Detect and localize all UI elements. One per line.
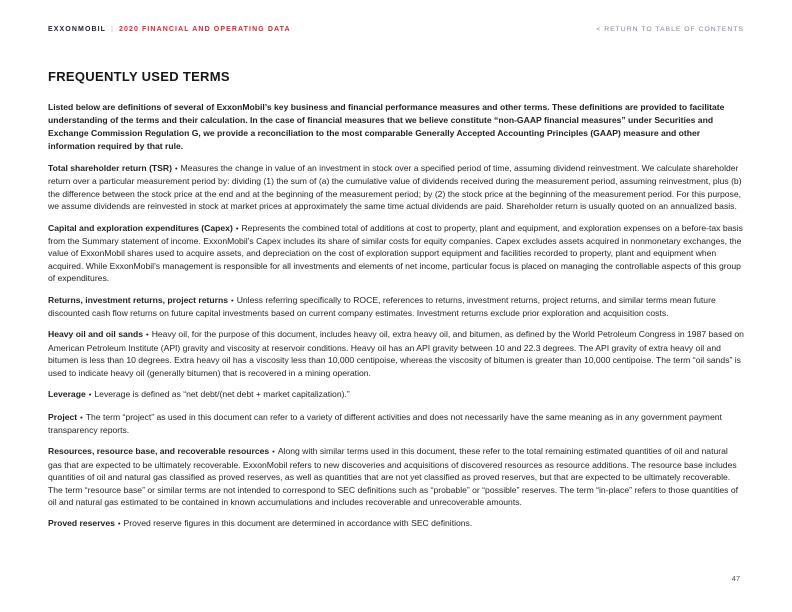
term-definition-returns bbox=[48, 294, 744, 320]
term-definition-text: Along with similar terms used in this document, these refer to the total remaining estimated quantities of oil and natural gas that are expected to be ultimately recoverable. ExxonMobil refers to new discoveries and acquisitions of discovered resources as resource additions. The resource base includes quantities of oil and natural gas classified as proved reserves, as well as quantities that are not yet classified as proved reserves, but that are expected to be ultimately recoverable. The term “resource base” or similar terms are not intended to correspond to SEC definitions such as “probable” or “possible” reserves. The term “in-place” refers to those quantities of oil and natural gas estimated to be contained in known accumulations and includes recoverable and unrecoverable amounts. bbox=[48, 446, 739, 507]
page-number: 47 bbox=[731, 574, 740, 583]
term-definition-resources bbox=[48, 445, 744, 508]
bullet-separator: • bbox=[146, 330, 149, 340]
page-title: FREQUENTLY USED TERMS bbox=[48, 69, 230, 84]
term-definition-proved-reserves bbox=[48, 517, 744, 530]
term-name: Total shareholder return (TSR) bbox=[48, 163, 172, 173]
main-content bbox=[0, 69, 792, 531]
term-definition-text: Unless referring specifically to ROCE, references to returns, investment returns, project returns, and similar terms mean future discounted cash flow returns on future capital investments based on current company estimates. Investment returns exclude prior exploration and acquisition costs. bbox=[48, 294, 716, 319]
term-definition-text: Measures the change in value of an investment in stock over a specified period of time, assuming dividend reinvestment. We calculate shareholder return over a particular measurement period by: dividing (1) the sum of (a) the cumulative value of dividends received during the measurement period, assuming reinvestment, plus (b) the difference between the stock price at the end and at the beginning of the measurement period; by (2) the stock price at the beginning of the measurement period. For this purpose, we assume dividends are reinvested in stock at market prices at approximately the same time actual dividends are paid. Shareholder return is usually quoted on an annualized basis. bbox=[48, 163, 742, 212]
return-to-toc-link[interactable]: < RETURN TO TABLE OF CONTENTS bbox=[596, 26, 744, 33]
bullet-separator: • bbox=[80, 412, 83, 422]
bullet-separator: • bbox=[117, 519, 121, 529]
term-definition-text: Heavy oil, for the purpose of this document, includes heavy oil, extra heavy oil, and bitumen, as defined by the World Petroleum Congress in 1987 based on American Petroleum Institute (API) gravity and viscosity at reservoir conditions. Heavy oil has an API gravity between 10 and 22.3 degrees. The API gravity of extra heavy oil and bitumen is less than 10 degrees. Extra heavy oil has a viscosity less than 10,000 centipoise, whereas the viscosity of bitumen is greater than 10,000 centipoise. The term “oil sands” is used to indicate heavy oil (generally bitumen) that is recovered in a mining operation. bbox=[48, 329, 744, 378]
report-brand bbox=[48, 26, 291, 33]
bullet-separator: • bbox=[174, 164, 178, 173]
term-name: Project bbox=[48, 411, 78, 422]
term-name: Returns, investment returns, project returns bbox=[48, 294, 229, 305]
page-header bbox=[0, 0, 792, 33]
bullet-separator: • bbox=[231, 295, 234, 305]
term-definition-text: Proved reserve figures in this document are determined in accordance with SEC definitions. bbox=[123, 518, 473, 529]
term-definition-text: Represents the combined total of additions at cost to property, plant and equipment, and exploration expenses on a before-tax basis from the Summary statement of income. ExxonMobil’s Capex includes its share of similar costs for equity companies. Capex excludes assets acquired in nonmonetary exchanges, the value of ExxonMobil shares used to acquire assets, and depreciation on the cost of exploration support equipment and facilities recorded to property, plant and equipment when acquired. While ExxonMobil’s management is responsible for all investments and elements of net income, particular focus is placed on managing the controllable aspects of this group of expenditures. bbox=[48, 222, 743, 284]
term-name: Capital and exploration expenditures (Capex) bbox=[48, 222, 233, 233]
term-name: Resources, resource base, and recoverable resources bbox=[48, 446, 270, 457]
term-definition-tsr bbox=[48, 162, 744, 213]
bullet-separator: • bbox=[235, 223, 239, 233]
term-definition-leverage bbox=[48, 388, 744, 401]
term-definition-text: Leverage is defined as “net debt/(net debt + market capitalization).” bbox=[94, 389, 350, 400]
term-name: Leverage bbox=[48, 389, 86, 400]
term-name: Proved reserves bbox=[48, 518, 115, 529]
bullet-separator: • bbox=[272, 447, 275, 457]
bullet-separator: • bbox=[88, 390, 92, 400]
company-name: EXXONMOBIL bbox=[48, 26, 107, 33]
term-definition-text: The term “project” as used in this document can refer to a variety of different activities and does not necessarily have the same meaning as in any government payment transparency reports. bbox=[48, 411, 722, 435]
header-separator: | bbox=[111, 26, 114, 33]
report-title: 2020 FINANCIAL AND OPERATING DATA bbox=[118, 26, 291, 33]
term-definition-project bbox=[48, 411, 744, 437]
term-definition-capex bbox=[48, 222, 744, 285]
term-name: Heavy oil and oil sands bbox=[48, 329, 144, 340]
intro-paragraph: Listed below are definitions of several of ExxonMobil’s key business and financial performance measures and other terms. These definitions are provided to facilitate understanding of the terms and their calculation. In the case of financial measures that we believe constitute “non-GAAP financial measures” under Securities and Exchange Commission Regulation G, we provide a reconciliation to the most comparable Generally Accepted Accounting Principles (GAAP) measure and other information required by that rule. bbox=[48, 102, 725, 151]
term-definition-heavy-oil bbox=[48, 328, 744, 379]
